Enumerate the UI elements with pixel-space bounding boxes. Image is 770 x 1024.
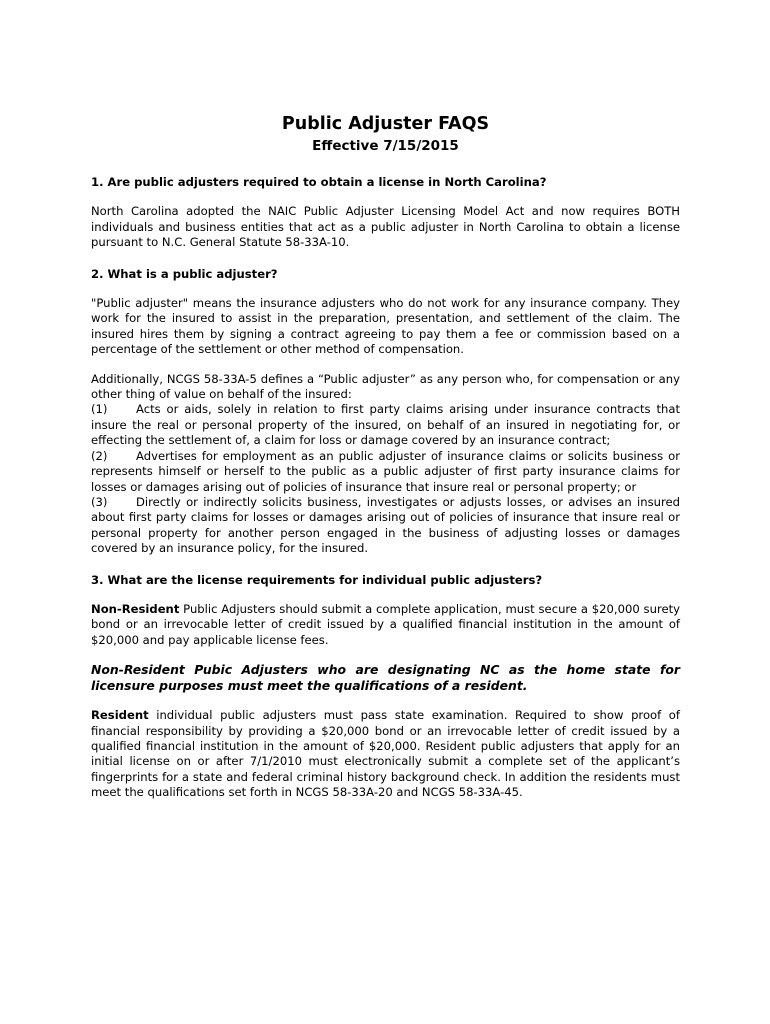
- question-1: 1. Are public adjusters required to obtain a license in North Carolina?: [91, 175, 547, 189]
- document-subtitle: Effective 7/15/2015: [312, 138, 459, 154]
- document-title: Public Adjuster FAQS: [281, 114, 490, 134]
- answer-1: North Carolina adopted the NAIC Public Adjuster Licensing Model Act and now requires BOTH individuals and business entities that act as a public adjuster in North Carolina to obtain a license pursuant to N.C. General Statute 58-33A-10.: [91, 204, 680, 250]
- answer-3-nonresident: [91, 602, 680, 648]
- definition-item-3: [91, 495, 680, 557]
- nonresident-text: Public Adjusters should submit a complete application, must secure a $20,000 surety bond or an irrevocable letter of credit issued by a qualified financial institution in the amount of $20,000 and pay applicable license fees.: [91, 601, 680, 647]
- definition-item-1: [91, 402, 680, 448]
- answer-2-additional: Additionally, NCGS 58-33A-5 defines a “Public adjuster” as any person who, for compensation or any other thing of value on behalf of the insured:: [91, 371, 680, 402]
- answer-3-resident: [91, 708, 680, 800]
- definition-item-2: [91, 449, 680, 495]
- question-3: 3. What are the license requirements for individual public adjusters?: [91, 572, 543, 587]
- definition-item-number: (3): [91, 494, 108, 509]
- definition-item-text: Advertises for employment as an public adjuster of insurance claims or solicits business or represents himself or herself to the public as a public adjuster of first party insurance claims for losses or damages arising out of policies of insurance that insure real or personal property; or: [91, 448, 680, 494]
- definition-item-text: Directly or indirectly solicits business, investigates or adjusts losses, or advises an insured about first party claims for losses or damages arising out of policies of insurance that insure real or personal property for another person engaged in the business of adjusting losses or damages covered by an insurance policy, for the insured.: [91, 494, 680, 556]
- resident-lead: Resident: [91, 708, 149, 723]
- definition-item-text: Acts or aids, solely in relation to first party claims arising under insurance contracts that insure the real or personal property of the insured, on behalf of an insured in negotiating for, or effecting the settlement of, a claim for loss or damage covered by an insurance contract;: [91, 402, 680, 448]
- document-page: [91, 113, 680, 801]
- answer-3-nonresident-note: Non-Resident Pubic Adjusters who are designating NC as the home state for licensure purposes must meet the qualifications of a resident.: [91, 662, 680, 694]
- answer-2: "Public adjuster" means the insurance adjusters who do not work for any insurance company. They work for the insured to assist in the preparation, presentation, and settlement of the claim. The insured hires them by signing a contract agreeing to pay them a fee or commission based on a percentage of the settlement or other method of compensation.: [91, 296, 680, 357]
- question-2: 2. What is a public adjuster?: [91, 266, 278, 281]
- nonresident-lead: Non-Resident: [91, 601, 180, 616]
- resident-text: individual public adjusters must pass state examination. Required to show proof of financial responsibility by providing a $20,000 bond or an irrevocable letter of credit issued by a qualified financial institution in the amount of $20,000. Resident public adjusters that apply for an initial license on or after 7/1/2010 must electronically submit a complete set of the applicant’s fingerprints for a state and federal criminal history background check. In addition the residents must meet the qualifications set forth in NCGS 58-33A-20 and NCGS 58-33A-45.: [91, 708, 680, 800]
- definition-item-number: (2): [91, 448, 108, 463]
- definition-item-number: (1): [91, 402, 108, 417]
